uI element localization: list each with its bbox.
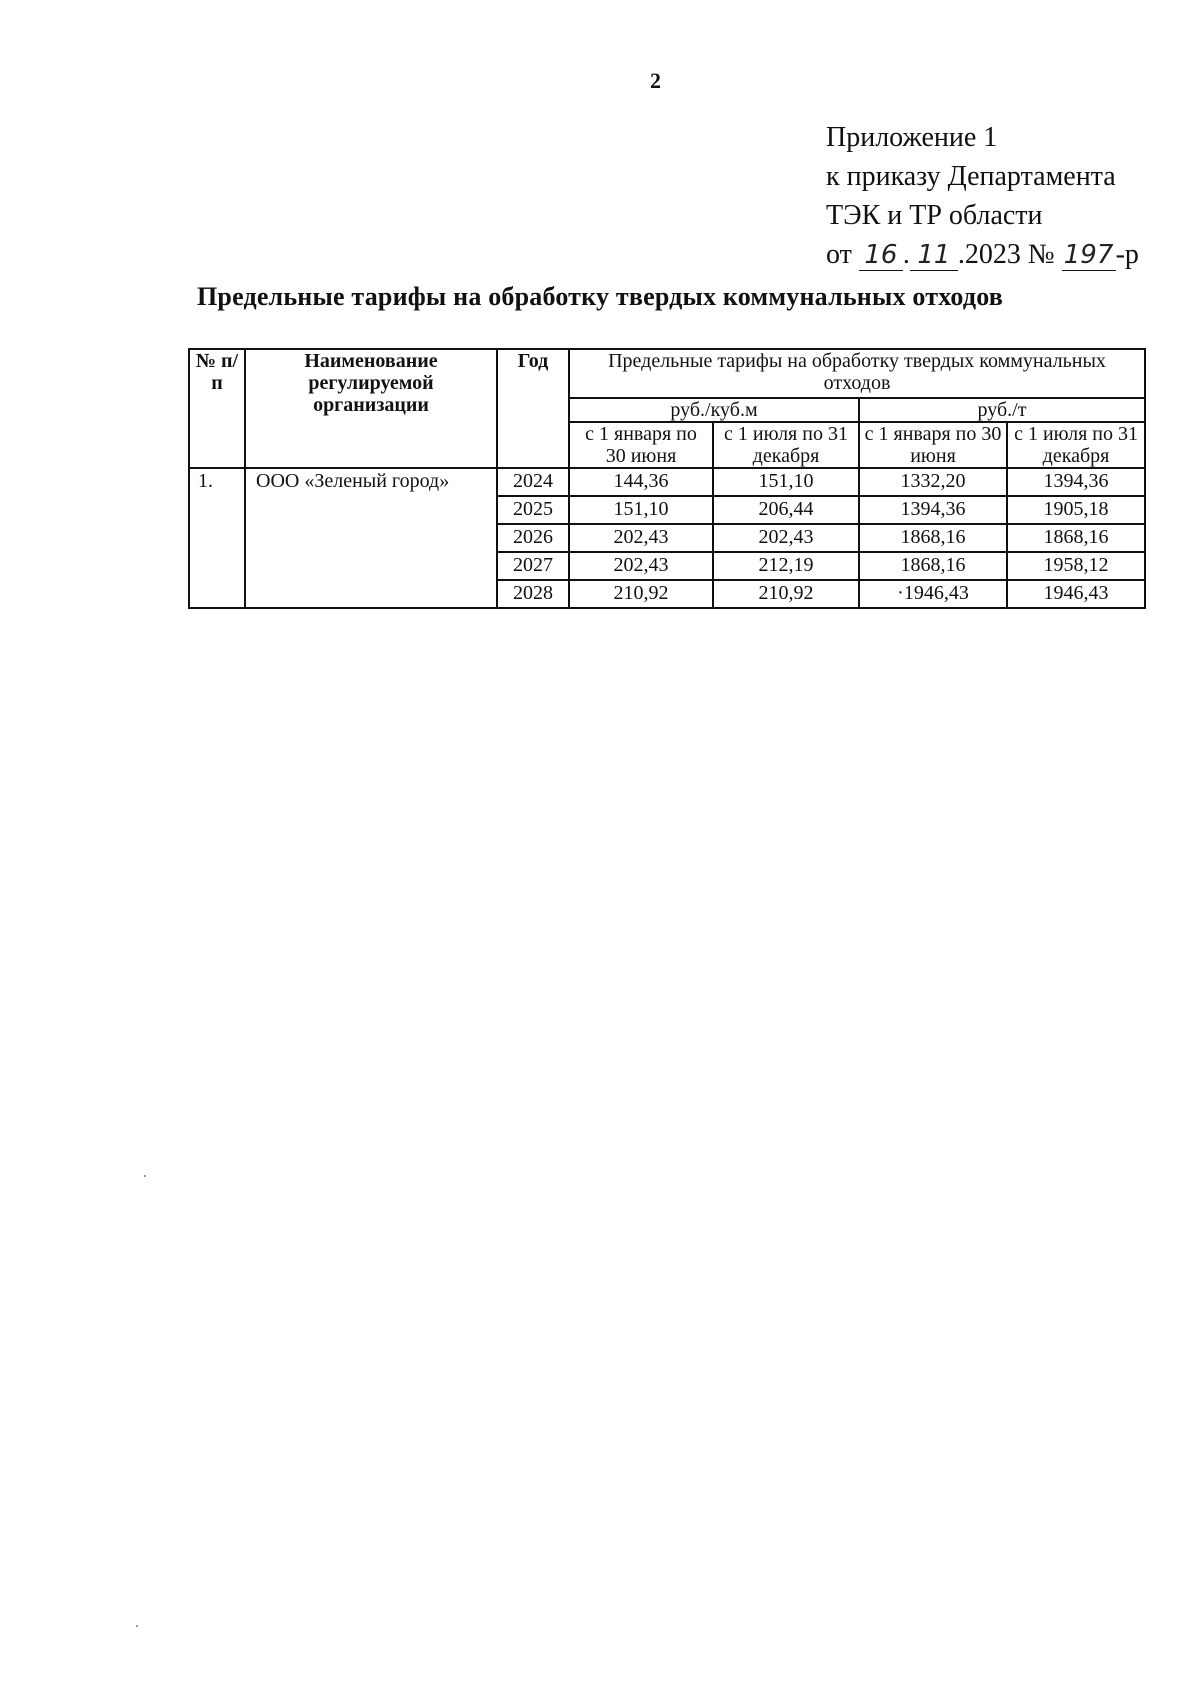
tariff-cell: 210,92	[569, 580, 713, 608]
header-t-period-2: с 1 июля по 31 декабря	[1007, 422, 1145, 468]
date-prefix: от	[826, 239, 852, 270]
tariff-cell: 1868,16	[859, 552, 1007, 580]
tariff-cell: 1394,36	[1007, 468, 1145, 496]
date-year-number-label: .2023 №	[957, 239, 1055, 270]
tariff-cell: 210,92	[713, 580, 859, 608]
document-title: Предельные тарифы на обработку твердых коммунальных отходов	[196, 282, 1004, 311]
page-number: 2	[650, 68, 661, 93]
tariff-cell: 202,43	[569, 524, 713, 552]
appendix-line-1: Приложение 1	[826, 122, 998, 153]
row-number: 1.	[189, 468, 245, 608]
appendix-line-3: ТЭК и ТР области	[826, 200, 1043, 231]
tariff-cell: 1394,36	[859, 496, 1007, 524]
tariffs-table	[188, 348, 1146, 609]
appendix-date-line: от 16 . 11 .2023 № 197-р	[826, 239, 1139, 270]
tariff-cell: 1905,18	[1007, 496, 1145, 524]
header-unit-t: руб./т	[859, 398, 1145, 422]
tariff-cell: 1946,43	[1007, 580, 1145, 608]
header-m3-period-2: с 1 июля по 31 декабря	[713, 422, 859, 468]
handwritten-order-number: 197	[1062, 240, 1116, 271]
header-t-period-1: с 1 января по 30 июня	[859, 422, 1007, 468]
year-cell: 2027	[497, 552, 569, 580]
tariff-cell: 1868,16	[859, 524, 1007, 552]
tariff-cell: 206,44	[713, 496, 859, 524]
tariff-cell: 151,10	[569, 496, 713, 524]
year-cell: 2024	[497, 468, 569, 496]
header-m3-period-1: с 1 января по 30 июня	[569, 422, 713, 468]
year-cell: 2026	[497, 524, 569, 552]
appendix-block	[826, 118, 1139, 274]
tariff-cell: 212,19	[713, 552, 859, 580]
handwritten-month: 11	[910, 240, 958, 271]
tariff-cell: 202,43	[569, 552, 713, 580]
tariff-cell: 144,36	[569, 468, 713, 496]
handwritten-day: 16	[859, 240, 903, 271]
header-row-number: № п/п	[189, 349, 245, 468]
header-unit-m3: руб./куб.м	[569, 398, 859, 422]
tariff-cell: 1332,20	[859, 468, 1007, 496]
appendix-line-2: к приказу Департамента	[826, 161, 1116, 192]
tariff-cell: 202,43	[713, 524, 859, 552]
tariff-cell: 1868,16	[1007, 524, 1145, 552]
tariff-cell: ·1946,43	[859, 580, 1007, 608]
header-year: Год	[497, 349, 569, 468]
header-tariffs: Предельные тарифы на обработку твердых коммунальных отходов	[569, 349, 1145, 398]
header-organization: Наименование регулируемой организации	[245, 349, 497, 468]
organization-name: ООО «Зеленый город»	[245, 468, 497, 608]
scan-speck	[136, 1625, 138, 1627]
table-row	[189, 468, 1145, 496]
order-suffix: -р	[1115, 239, 1139, 270]
tariff-cell: 1958,12	[1007, 552, 1145, 580]
tariff-cell: 151,10	[713, 468, 859, 496]
year-cell: 2025	[497, 496, 569, 524]
year-cell: 2028	[497, 580, 569, 608]
scan-speck	[144, 1175, 146, 1177]
